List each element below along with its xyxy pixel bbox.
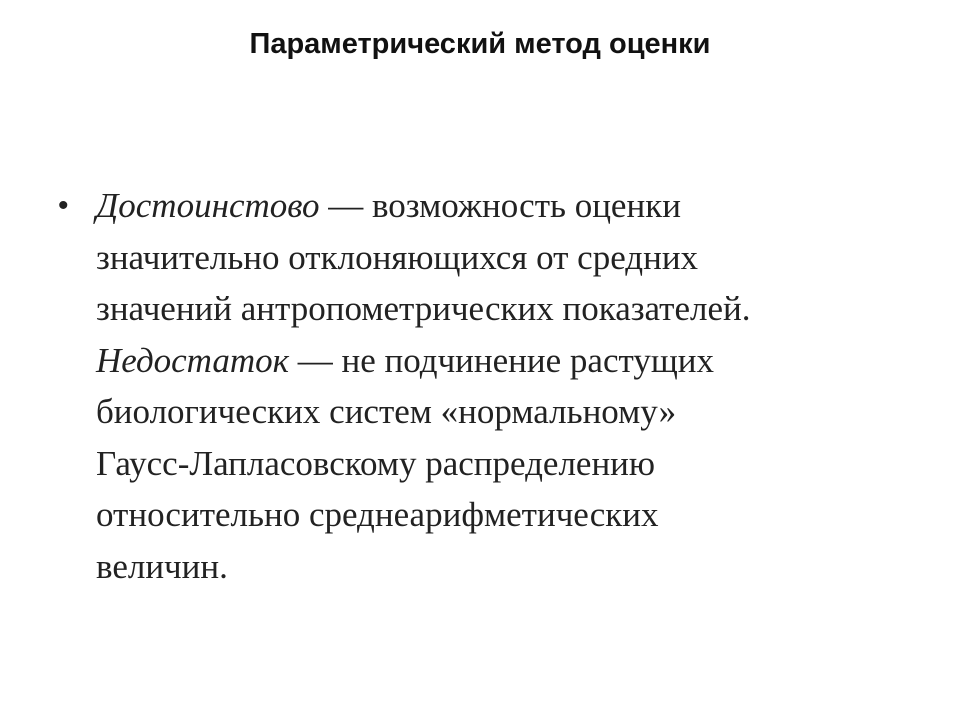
- term-disadvantage: Недостаток: [96, 340, 290, 380]
- text-line-5: [96, 386, 918, 438]
- line-text: — не подчинение растущих: [289, 340, 715, 380]
- line-text: значений антропометрических показателей.: [96, 289, 751, 328]
- text-line-1: [96, 180, 918, 232]
- slide-content: [58, 180, 918, 592]
- line-text: относительно среднеарифметических: [96, 495, 659, 534]
- line-text: величин.: [96, 546, 228, 586]
- line-text: — возможность оценки: [319, 186, 681, 225]
- line-text: значительно отклоняющихся от средних: [96, 237, 699, 277]
- text-line-2: [96, 232, 918, 284]
- line-text: биологических систем «нормальному»: [96, 392, 677, 431]
- text-line-8: [96, 541, 918, 593]
- term-advantage: Достоинстово: [96, 186, 320, 225]
- text-line-7: [96, 489, 918, 541]
- text-line-4: [96, 335, 918, 387]
- line-text: Гаусс-Лапласовскому распределению: [96, 443, 656, 483]
- bullet-dot-icon: •: [58, 189, 69, 222]
- bullet-item: [58, 180, 918, 592]
- text-line-6: [96, 438, 918, 490]
- text-line-3: [96, 283, 918, 335]
- slide-title: Параметрический метод оценки: [249, 28, 711, 60]
